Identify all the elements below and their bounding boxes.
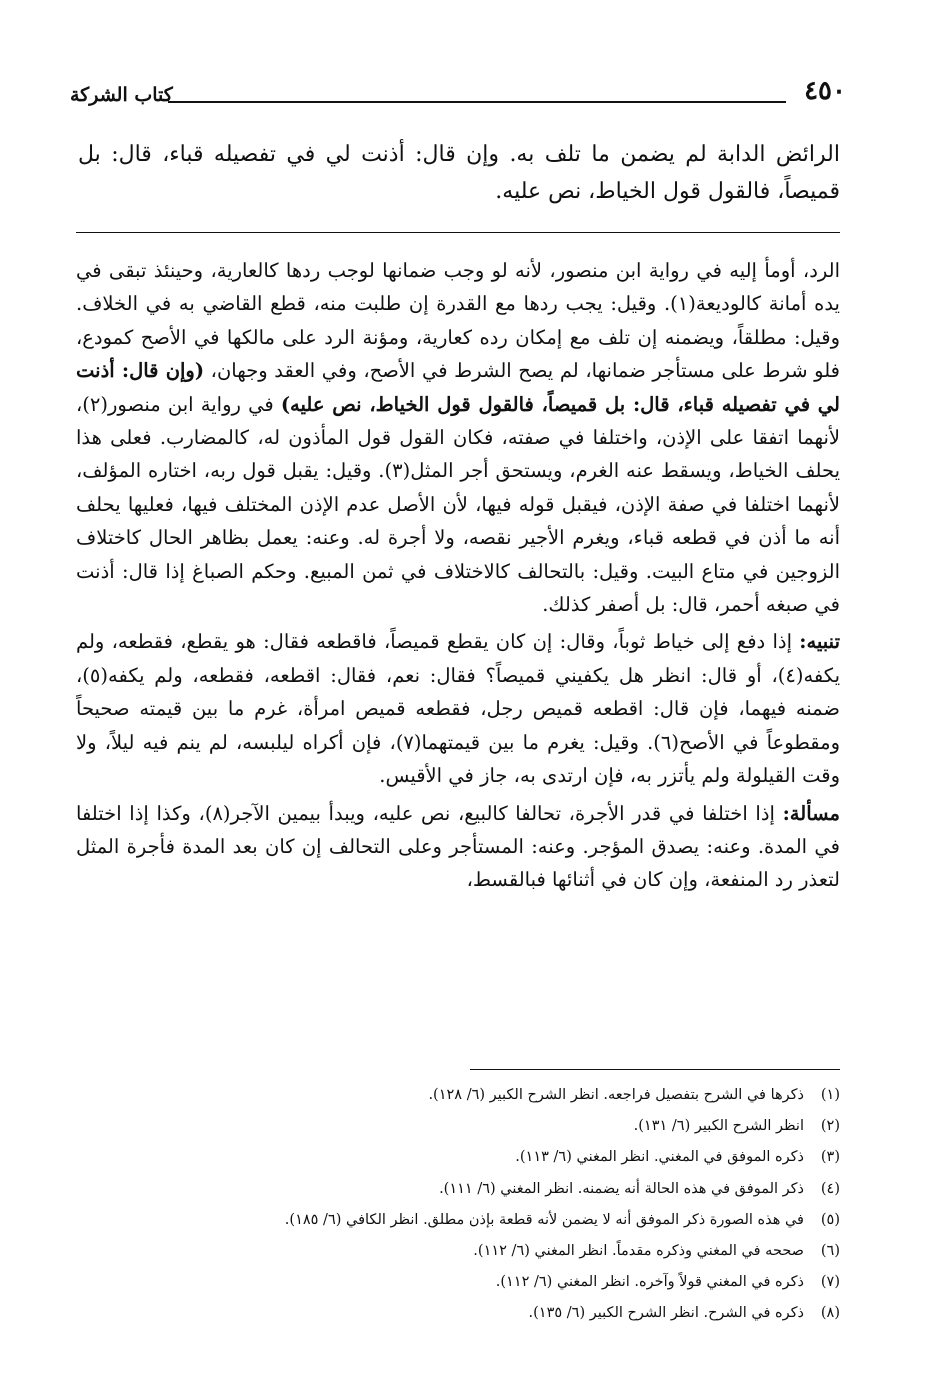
footnote-number: (٨) bbox=[820, 1305, 840, 1322]
footnote bbox=[120, 1080, 840, 1111]
footnote bbox=[120, 1298, 840, 1329]
footnote-rule bbox=[470, 1069, 840, 1070]
commentary-text: إذا اختلفا في قدر الأجرة، تحالفا كالبيع، نص عليه، ويبدأ بيمين الآجر(٨)، وكذا إذا اختلفا في المدة. وعنه: يصدق المؤجر. وعنه: المستأجر وعلى التحالف إن كان بعد المدة فأجرة المثل لتعذر رد المنفعة، وإن كان في أثنائها فبالقسط، bbox=[76, 801, 840, 892]
commentary-paragraph bbox=[76, 625, 840, 792]
footnote-number: (٣) bbox=[820, 1149, 840, 1166]
footnote-number: (٥) bbox=[820, 1211, 840, 1228]
footnote bbox=[120, 1142, 840, 1173]
footnote-number: (٤) bbox=[820, 1180, 840, 1197]
commentary-text: الرد، أومأ إليه في رواية ابن منصور، لأنه لو وجب ضمانها لوجب ردها كالعارية، وحينئذ تبقى في يده أمانة كالوديعة(١). وقيل: يجب ردها مع القدرة إن طلبت منه، قطع القاضي به في الخلاف. وقيل: مطلقاً، ويضمنه إن تلف مع إمكان رده كعارية، ومؤنة الرد على مالكها في الأصح كمودع، فلو شرط على مستأجر ضمانها، لم يصح الشرط في الأصح، وفي العقد وجهان، bbox=[76, 259, 840, 383]
footnote-text: ذكره الموفق في المغني. انظر المغني (٦/ ١١٣). bbox=[515, 1149, 804, 1166]
footnote-text: ذكره في الشرح. انظر الشرح الكبير (٦/ ١٣٥). bbox=[528, 1305, 804, 1322]
footnotes bbox=[120, 1080, 840, 1330]
footnote-text: ذكره في المغني قولاً وآخره. انظر المغني (٦/ ١١٢). bbox=[495, 1274, 804, 1291]
text-separator bbox=[76, 232, 840, 233]
footnote bbox=[120, 1174, 840, 1205]
footnote bbox=[120, 1111, 840, 1142]
commentary-text: في رواية ابن منصور(٢)، لأنهما اتفقا على الإذن، واختلفا في صفته، فكان القول قول المأذون له، كالمضارب. فعلى هذا يحلف الخياط، ويسقط عنه الغرم، ويستحق أجر المثل(٣). وقيل: يقبل قول ربه، اختاره المؤلف، لأنهما اختلفا في صفة الإذن، فيقبل قوله فيها، لأن الأصل عدم الإذن المختلف فيها، فعليها يحلف أنه ما أذن في قطعه قباء، ويغرم الأجير نقصه، ولا أجرة له. وعنه: يعمل بظاهر الحال كاختلاف الزوجين في متاع البيت. وقيل: بالتحالف كالاختلاف في ثمن المبيع. وحكم الصباغ إذا قال: أذنت في صبغه أحمر، قال: بل أصفر كذلك. bbox=[76, 392, 840, 617]
footnote-number: (٢) bbox=[820, 1118, 840, 1135]
footnote bbox=[120, 1267, 840, 1298]
running-title: كتاب الشركة bbox=[70, 84, 173, 106]
footnote-text: انظر الشرح الكبير (٦/ ١٣١). bbox=[633, 1118, 804, 1135]
commentary-paragraph bbox=[76, 797, 840, 897]
footnote-text: ذكر الموفق في هذه الحالة أنه يضمنه. انظر المغني (٦/ ١١١). bbox=[439, 1180, 804, 1197]
footnote-text: صححه في المغني وذكره مقدماً. انظر المغني (٦/ ١١٢). bbox=[473, 1243, 804, 1260]
footnote bbox=[120, 1205, 840, 1236]
footnote-text: في هذه الصورة ذكر الموفق أنه لا يضمن لأنه قطعة بإذن مطلق. انظر الكافي (٦/ ١٨٥). bbox=[284, 1211, 804, 1228]
footnote-number: (٧) bbox=[820, 1274, 840, 1291]
paragraph-lead: مسألة: bbox=[782, 801, 840, 825]
footnote-text: ذكرها في الشرح بتفصيل فراجعه. انظر الشرح الكبير (٦/ ١٢٨). bbox=[428, 1087, 804, 1103]
paragraph-lead: تنبيه: bbox=[799, 630, 840, 654]
footnote bbox=[120, 1236, 840, 1267]
page-number: ٤٥٠ bbox=[804, 76, 846, 106]
commentary bbox=[76, 254, 840, 901]
quoted-matn: (وإن قال: أذنت لي في تفصيله قباء، قال: بل قميصاً، فالقول قول الخياط، نص عليه) bbox=[76, 359, 840, 416]
commentary-paragraph bbox=[76, 254, 840, 621]
main-text: الرائض الدابة لم يضمن ما تلف به. وإن قال: أذنت لي في تفصيله قباء، قال: بل قميصاً، فالقول قول الخياط، نص عليه. bbox=[78, 142, 840, 204]
footnote-number: (٦) bbox=[820, 1243, 840, 1260]
footnote-number: (١) bbox=[820, 1087, 840, 1103]
header-rule bbox=[168, 101, 786, 103]
commentary-text: إذا دفع إلى خياط ثوباً، وقال: إن كان يقطع قميصاً، فاقطعه فقال: هو يقطع، فقطعه، ولم يكفه(٤)، أو قال: انظر هل يكفيني قميصاً؟ فقال: نعم، فقال: اقطعه، فقطعه، ولم يكفه(٥)، ضمنه فيهما، فإن قال: اقطعه قميص رجل، فقطعه قميص امرأة، غرم ما بين قيمته صحيحاً ومقطوعاً في الأصح(٦). وقيل: يغرم ما بين قيمتهما(٧)، فإن أكراه ليلبسه، لم ينم فيه ليلاً، ولا وقت القيلولة ولم يأتزر به، فإن ارتدى به، جاز في الأقيس. bbox=[76, 630, 840, 788]
